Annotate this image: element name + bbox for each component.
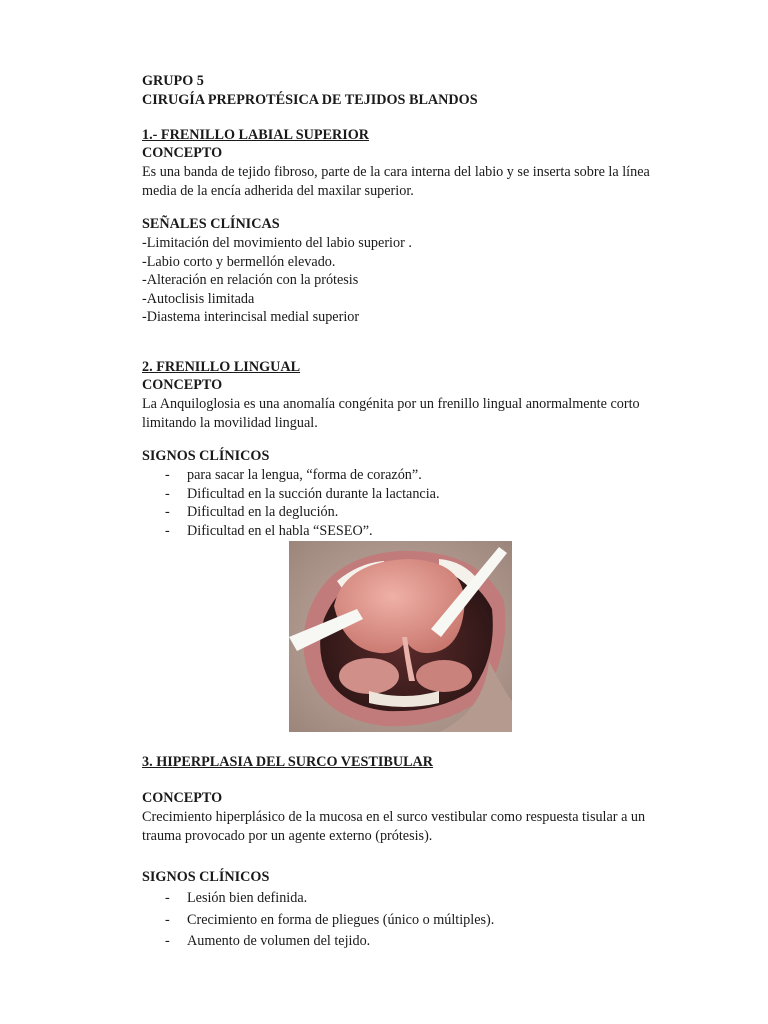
- list-item: -Autoclisis limitada: [142, 290, 255, 307]
- section2-heading: 2. FRENILLO LINGUAL: [142, 359, 301, 375]
- list-item: -Diastema interincisal medial superior: [142, 309, 360, 325]
- section2-concept-text: La Anquiloglosia es una anomalía congénita por un frenillo lingual anormalmente corto limitando la movilidad lingual.: [142, 396, 640, 431]
- list-item: - Aumento de volumen del tejido.: [142, 931, 494, 953]
- section3-concept-label: CONCEPTO: [142, 790, 223, 806]
- list-item: - para sacar la lengua, “forma de corazón”.: [165, 467, 422, 483]
- bullet-dash: -: [165, 485, 170, 502]
- bullet-dash: -: [165, 933, 170, 949]
- list-item: -Labio corto y bermellón elevado.: [142, 253, 336, 270]
- bullet-dash: -: [165, 504, 170, 520]
- section2-signs-label: SIGNOS CLÍNICOS: [142, 448, 270, 464]
- list-item: -Alteración en relación con la prótesis: [142, 272, 359, 288]
- bullet-dash: -: [165, 890, 170, 906]
- section1-signs-label: SEÑALES CLÍNICAS: [142, 216, 280, 232]
- section2-concept-label: CONCEPTO: [142, 377, 223, 393]
- group-label: GRUPO 5: [142, 73, 204, 89]
- lingual-frenulum-photo: [289, 541, 512, 732]
- bullet-dash: -: [165, 911, 170, 928]
- section1-concept-label: CONCEPTO: [142, 145, 223, 161]
- bullet-dash: -: [165, 467, 170, 483]
- list-item: - Dificultad en la succión durante la lactancia.: [165, 485, 440, 502]
- section1-heading: 1.- FRENILLO LABIAL SUPERIOR: [142, 127, 370, 143]
- section1-concept-text: Es una banda de tejido fibroso, parte de la cara interna del labio y se inserta sobre la línea media de la encía adherida del maxilar superior.: [142, 164, 650, 199]
- section3-signs-list: [142, 888, 494, 953]
- list-item: - Lesión bien definida.: [142, 888, 494, 910]
- bullet-dash: -: [165, 522, 170, 539]
- document-title: CIRUGÍA PREPROTÉSICA DE TEJIDOS BLANDOS: [142, 92, 478, 108]
- section3-heading: 3. HIPERPLASIA DEL SURCO VESTIBULAR: [142, 754, 434, 770]
- section3-concept-text: Crecimiento hiperplásico de la mucosa en el surco vestibular como respuesta tisular a un trauma provocado por un agente externo (prótesis).: [142, 809, 646, 844]
- list-item: - Crecimiento en forma de pliegues (único o múltiples).: [142, 910, 494, 932]
- section2-signs-list: [142, 466, 440, 540]
- section3-signs-label: SIGNOS CLÍNICOS: [142, 869, 270, 885]
- list-item: -Limitación del movimiento del labio superior .: [142, 235, 412, 251]
- list-item: - Dificultad en la deglución.: [165, 504, 339, 520]
- section1-signs-list: [142, 234, 412, 327]
- list-item: - Dificultad en el habla “SESEO”.: [165, 522, 373, 539]
